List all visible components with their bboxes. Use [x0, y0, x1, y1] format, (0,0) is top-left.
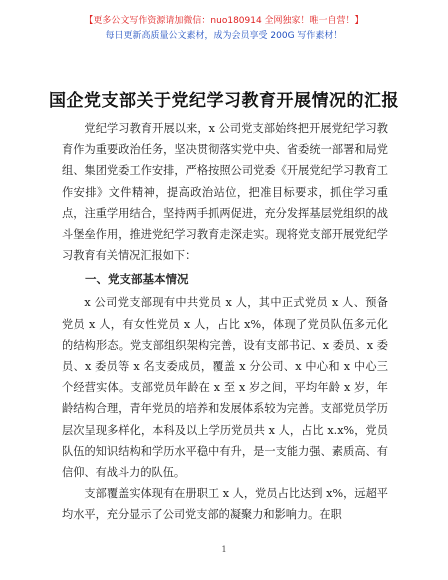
- paragraph-coverage: 支部覆盖实体现有在册职工 x 人，党员占比达到 x%，远超平均水平，充分显示了公司党支部的凝聚力和影响力。在职: [62, 487, 388, 522]
- promo-line-2: 每日更新高质量公文素材，成为会员享受 200G 写作素材！: [105, 31, 343, 41]
- section-heading-1: 一、党支部基本情况: [85, 272, 189, 287]
- promo-banner: [0, 14, 448, 44]
- paragraph-intro: 党纪学习教育开展以来，x 公司党支部始终把开展党纪学习教育作为重要政治任务，坚决贯彻落实党中央、省委统一部署和局党组、集团党委工作安排，严格按照公司党委《开展党纪学习教育工作安排》文件精神，提高政治站位，把准目标要求，抓住学习重点，注重学用结合，坚持两手抓两促进，充分发挥基层党组织的战斗堡垒作用，推进党纪学习教育走深走实。现将党支部开展党纪学习教育有关情况汇报如下：: [62, 122, 388, 263]
- paragraph-basic-info: x 公司党支部现有中共党员 x 人，其中正式党员 x 人、预备党员 x 人，有女性党员 x 人，占比 x%，体现了党员队伍多元化的结构形态。党支部组织架构完善，设有支部书记、x 委员、x 委员、x 委员等 x 名支委成员，覆盖 x 分公司、x 中心和 x 中心三个经营实体。支部党员年龄在 x 至 x 岁之间，平均年龄 x 岁，年龄结构合理，青年党员的培养和发展体系较为完善。支部党员学历层次呈现多样化，本科及以上学历党员共 x 人，占比 x.x%，党员队伍的知识结构和学历水平稳中有升，是一支能力强、素质高、有信仰、有战斗力的队伍。: [62, 296, 388, 480]
- page-number: 1: [221, 545, 227, 554]
- promo-line-1: 【更多公文写作资源请加微信：nuo180914 全网独家！唯一自营！】: [84, 16, 364, 26]
- document-title: 国企党支部关于党纪学习教育开展情况的汇报: [49, 91, 399, 111]
- document-body: [62, 118, 388, 526]
